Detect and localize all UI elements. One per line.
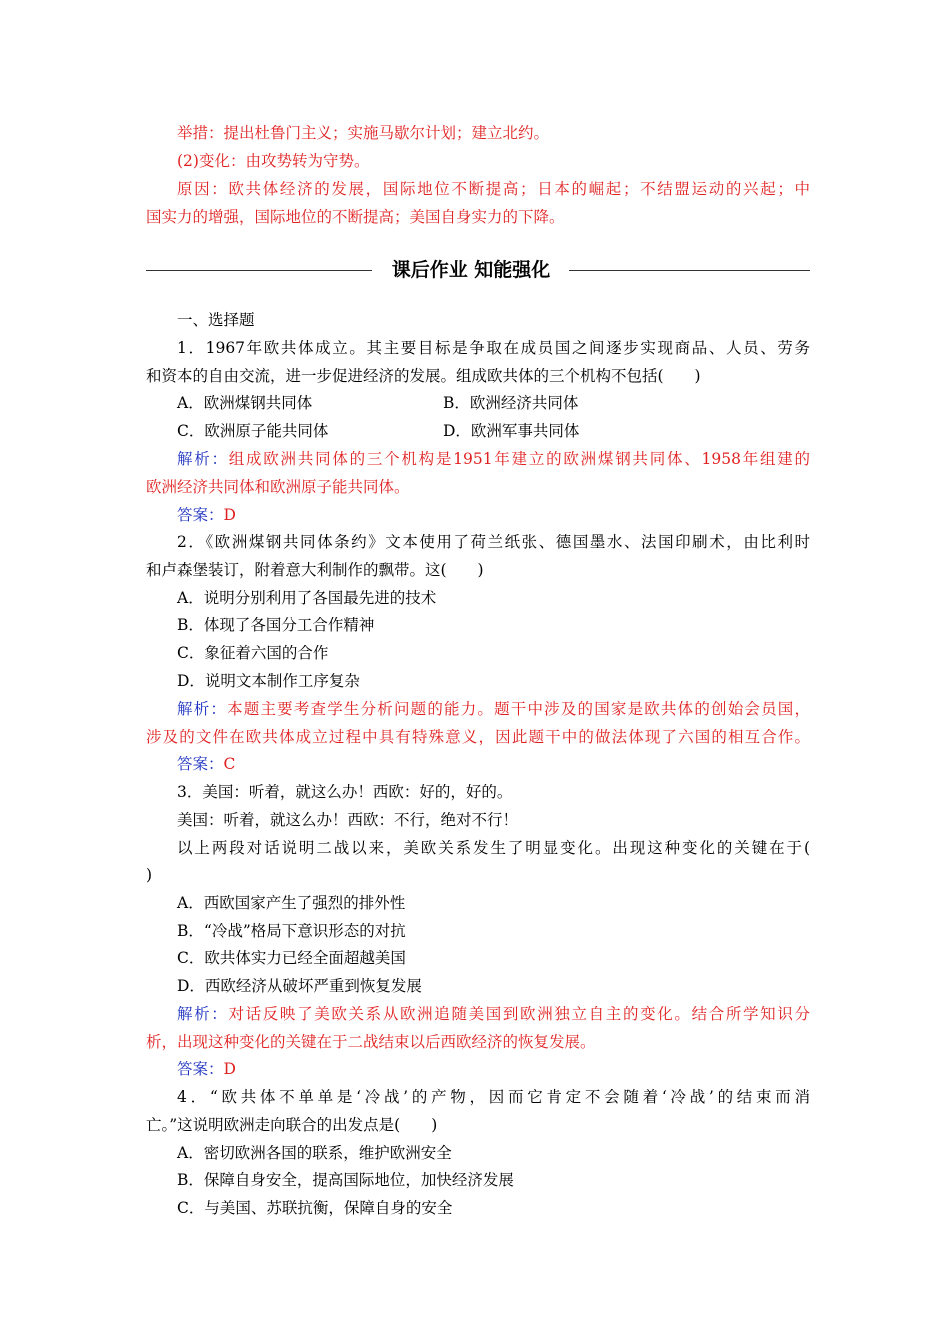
reason-text-line1: 原因：欧共体经济的发展，国际地位不断提高；日本的崛起；不结盟运动的兴起；中	[177, 180, 810, 198]
q2-analysis-text1: 本题主要考查学生分析问题的能力。题干中涉及的国家是欧共体的创始会员国，	[227, 700, 810, 718]
q3-option-a: A．西欧国家产生了强烈的排外性	[177, 894, 406, 912]
q4-option-a: A．密切欧洲各国的联系，维护欧洲安全	[177, 1144, 452, 1162]
q3-option-c: C．欧共体实力已经全面超越美国	[177, 949, 406, 967]
q1-answer-value: D	[223, 506, 236, 524]
q2-stem-line1: 2．《欧洲煤钢共同体条约》文本使用了荷兰纸张、德国墨水、法国印刷术，由比利时	[177, 533, 810, 551]
part-title: 一、选择题	[177, 311, 255, 329]
q3-stem-line3: 以上两段对话说明二战以来，美欧关系发生了明显变化。出现这种变化的关键在于(	[177, 839, 810, 857]
q2-option-b: B．体现了各国分工合作精神	[177, 616, 375, 634]
section-rule-right	[569, 270, 810, 271]
q4-option-c: C．与美国、苏联抗衡，保障自身的安全	[177, 1199, 453, 1217]
q3-analysis-label: 解析：	[177, 1005, 229, 1023]
q2-answer-label: 答案：	[177, 755, 224, 773]
q1-answer	[177, 505, 810, 525]
q2-answer	[177, 754, 810, 774]
q2-answer-value: C	[223, 755, 236, 773]
q1-stem-line2: 和资本的自由交流，进一步促进经济的发展。组成欧共体的三个机构不包括( )	[146, 367, 701, 385]
q3-stem-line4: )	[146, 866, 153, 884]
q1-option-a: A．欧洲煤钢共同体	[177, 394, 313, 412]
q1-analysis-line1	[177, 449, 810, 469]
q2-option-d: D．说明文本制作工序复杂	[177, 672, 360, 690]
measures-text: 举措：提出杜鲁门主义；实施马歇尔计划；建立北约。	[177, 124, 550, 142]
q3-analysis-line1	[177, 1004, 810, 1024]
q1-option-c: C．欧洲原子能共同体	[177, 422, 329, 440]
q1-analysis-line2: 欧洲经济共同体和欧洲原子能共同体。	[146, 478, 410, 496]
q1-option-b: B．欧洲经济共同体	[443, 394, 579, 412]
section-rule-left	[146, 270, 372, 271]
q3-option-b: B．“冷战”格局下意识形态的对抗	[177, 922, 406, 940]
q2-option-c: C．象征着六国的合作	[177, 644, 329, 662]
section-title: 课后作业 知能强化	[391, 259, 551, 281]
q4-option-b: B．保障自身安全，提高国际地位，加快经济发展	[177, 1171, 514, 1189]
section-header	[146, 257, 810, 283]
q1-answer-label: 答案：	[177, 506, 224, 524]
q2-stem-line2: 和卢森堡装订，附着意大利制作的飘带。这( )	[146, 561, 484, 579]
q2-analysis-line2: 涉及的文件在欧共体成立过程中具有特殊意义，因此题干中的做法体现了六国的相互合作。	[146, 728, 810, 746]
reason-text-line2: 国实力的增强，国际地位的不断提高；美国自身实力的下降。	[146, 208, 565, 226]
q2-option-a: A．说明分别利用了各国最先进的技术	[177, 589, 437, 607]
q3-answer-value: D	[223, 1060, 236, 1078]
q1-analysis-text1: 组成欧洲共同体的三个机构是1951年建立的欧洲煤钢共同体、1958年组建的	[228, 450, 810, 468]
q4-stem-line1: 4．“欧共体不单单是‘冷战’的产物，因而它肯定不会随着‘冷战’的结束而消	[177, 1088, 810, 1106]
q1-stem-line1: 1．1967年欧共体成立。其主要目标是争取在成员国之间逐步实现商品、人员、劳务	[177, 339, 810, 357]
q1-analysis-label: 解析：	[177, 450, 229, 468]
q3-option-d: D．西欧经济从破坏严重到恢复发展	[177, 977, 422, 995]
q4-stem-line2: 亡。”这说明欧洲走向联合的出发点是( )	[146, 1116, 438, 1134]
q3-stem-line2: 美国：听着，就这么办！西欧：不行，绝对不行！	[177, 811, 519, 829]
q3-stem-line1: 3．美国：听着，就这么办！西欧：好的，好的。	[177, 783, 513, 801]
q3-answer	[177, 1059, 810, 1079]
change-text: (2)变化：由攻势转为守势。	[177, 152, 370, 170]
q3-analysis-text1: 对话反映了美欧关系从欧洲追随美国到欧洲独立自主的变化。结合所学知识分	[228, 1005, 810, 1023]
q1-option-d: D．欧洲军事共同体	[443, 422, 580, 440]
q3-answer-label: 答案：	[177, 1060, 224, 1078]
q3-analysis-line2: 析，出现这种变化的关键在于二战结束以后西欧经济的恢复发展。	[146, 1033, 596, 1051]
q2-analysis-label: 解析：	[177, 700, 228, 718]
q1-options-row2	[177, 421, 810, 441]
q1-options-row1	[177, 393, 810, 413]
q2-analysis-line1	[177, 699, 810, 719]
